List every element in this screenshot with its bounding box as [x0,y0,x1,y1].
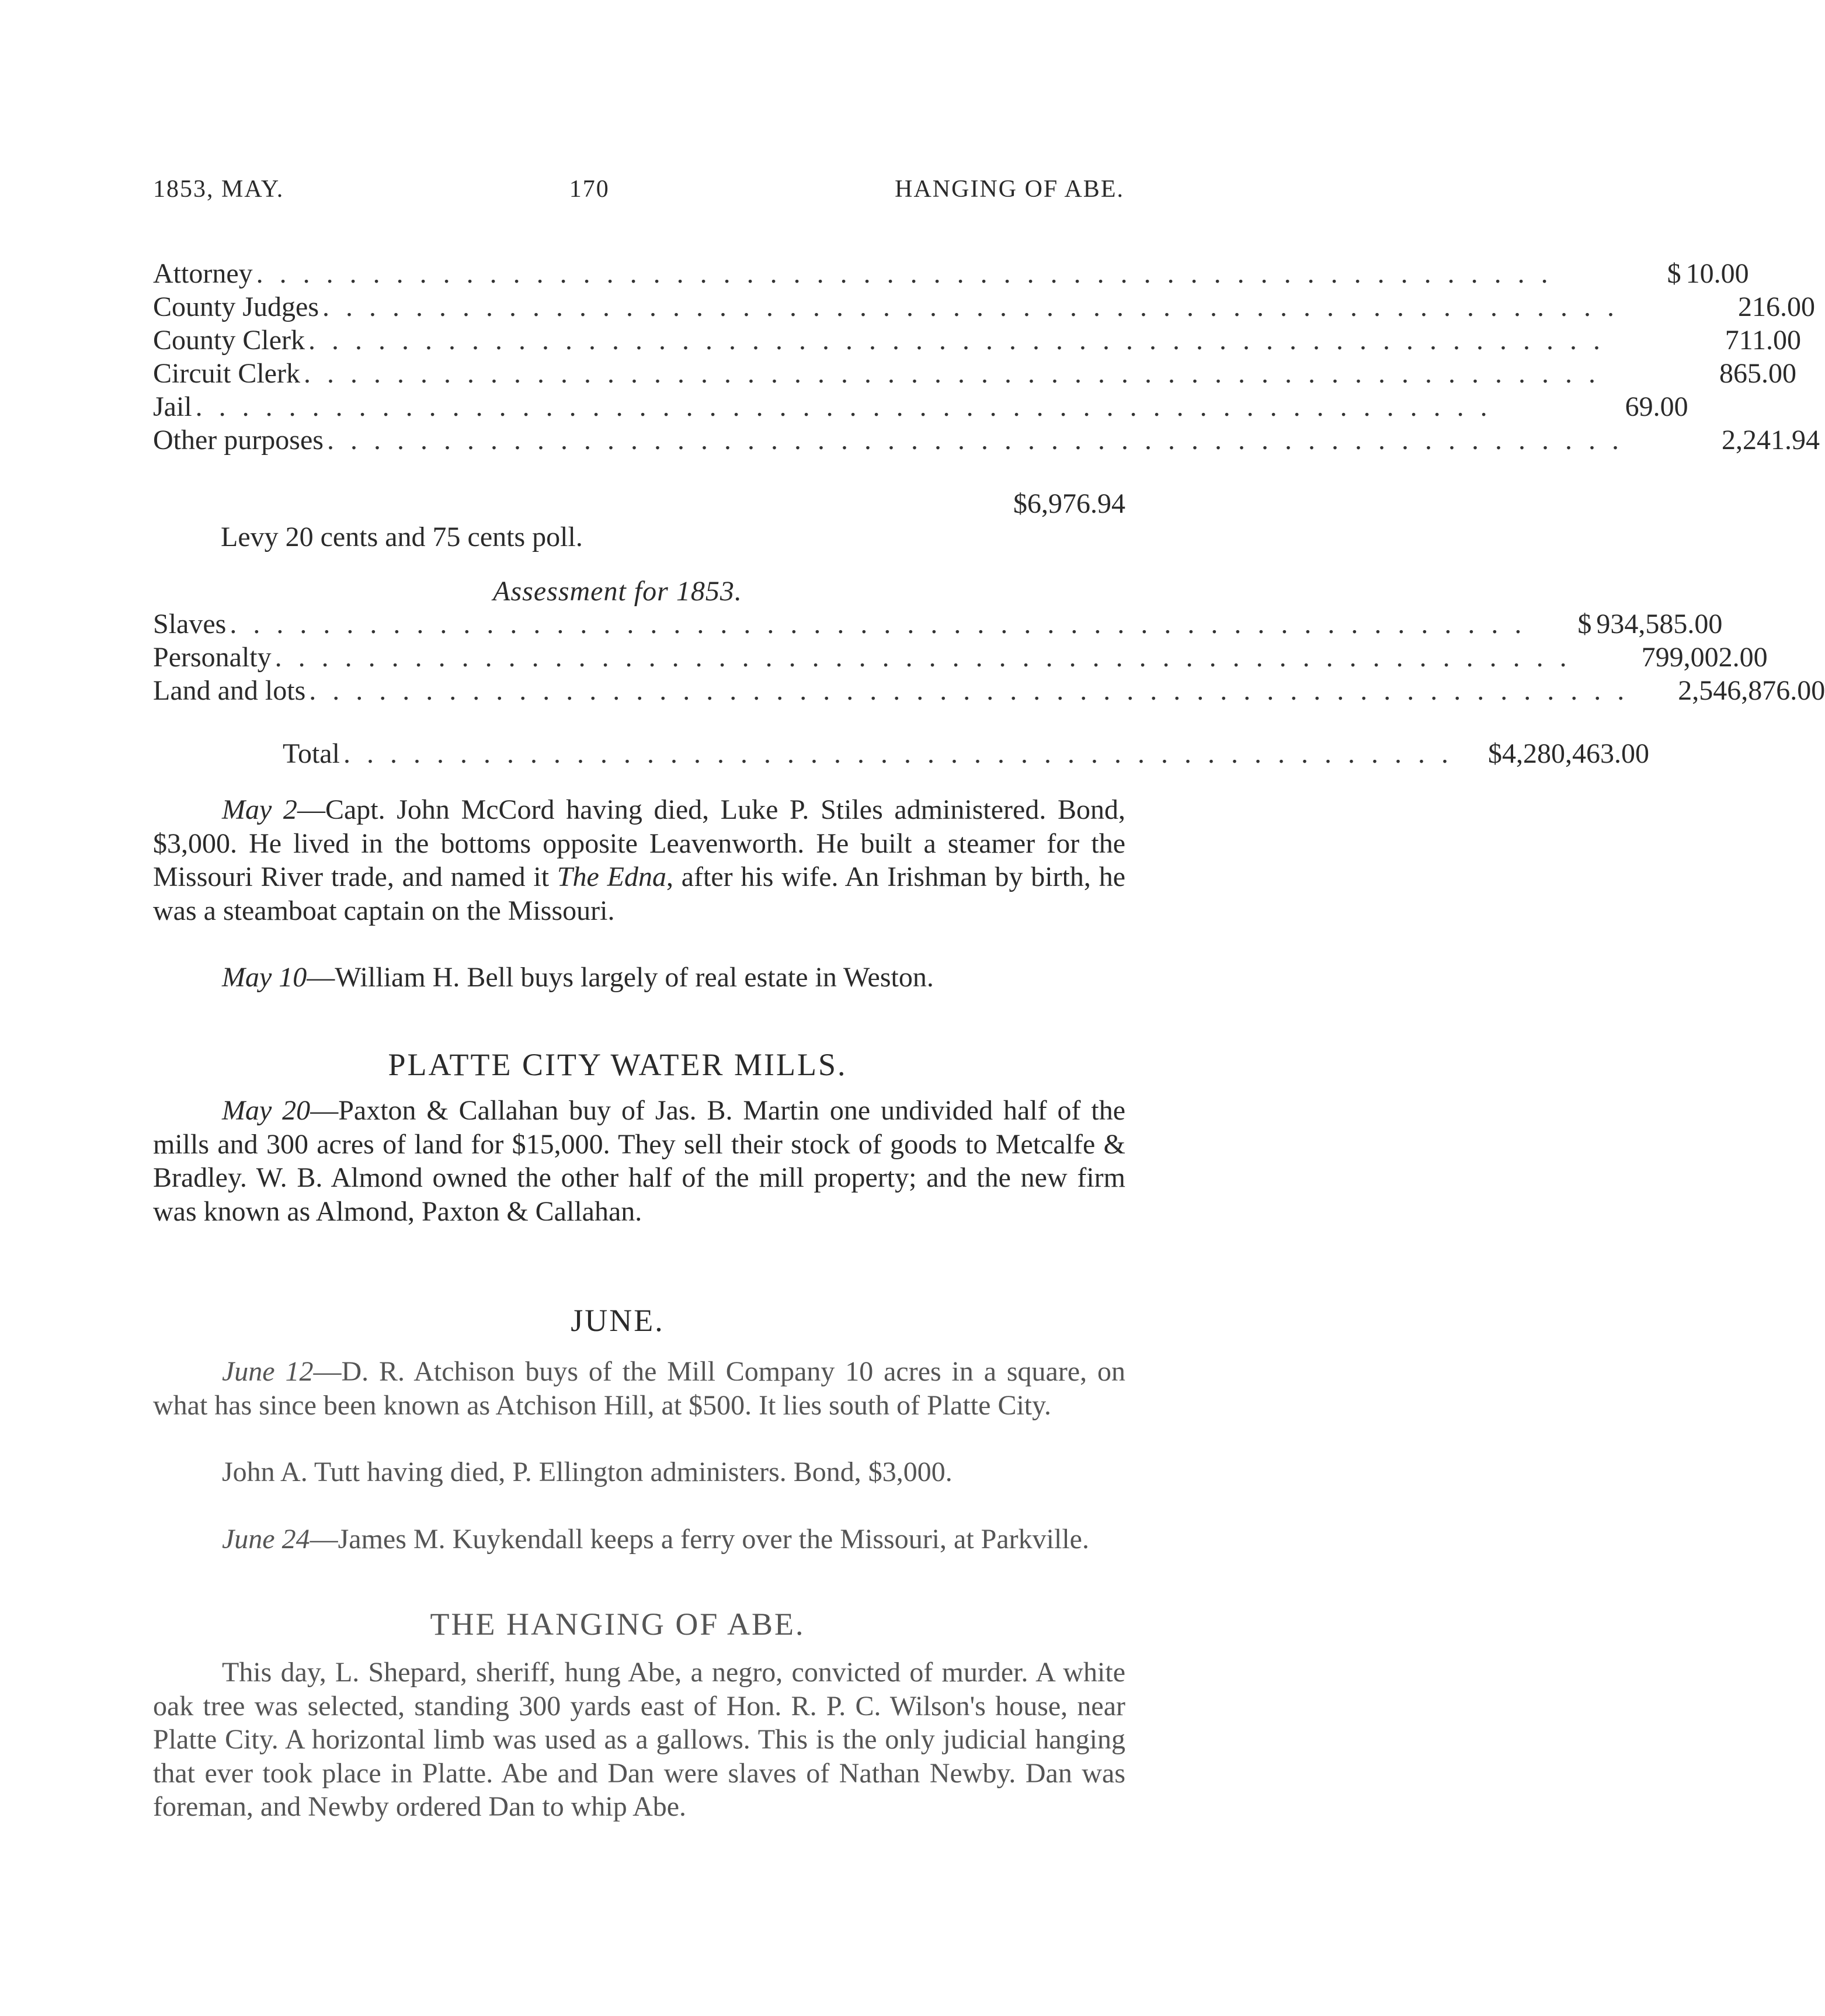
leader-dots: . . . . . . . . . . . . . . . . . . . . . . . . . . . . . . . . . . . . . . . . . . . . . . . . . . . . . . . . [322,291,1619,322]
entry-june-24: June 24—James M. Kuykendall keeps a ferry over the Missouri, at Parkville. [222,1524,1089,1555]
header-date: 1853, MAY. [153,176,284,203]
entry-may-20: May 20—Paxton & Callahan buy of Jas. B. Martin one undivided half of the mills and 300 acres of land for $15,000. They sell their stock of goods to Metcalfe & Bradley. W. B. Almond owned the other half of the mill property; and the new firm was known as Almond, Paxton & Callahan. [153,1095,1125,1227]
entry-date: May 10 [222,962,307,993]
leader-dots: . . . . . . . . . . . . . . . . . . . . . . . . . . . . . . . . . . . . . . . . . . . . . . . . . . . . . . . . [274,642,1572,673]
ledger-label: County Judges [153,291,319,322]
ledger-label: Personalty [153,642,272,673]
ledger-row [153,357,1796,390]
ledger-amount: 69.00 [1625,391,1688,422]
entry-date: June 24 [222,1524,310,1555]
ledger-amount: 799,002.00 [1641,642,1768,673]
ledger-amount: 216.00 [1738,291,1816,322]
ledger-amount: $ 10.00 [1667,258,1749,289]
ledger-row [153,423,1820,457]
section-title-june: JUNE. [571,1303,665,1338]
ledger-row [153,390,1688,423]
leader-dots: . . . . . . . . . . . . . . . . . . . . . . . . . . . . . . . . . . . . . . . . . . . . . . . . . . . . . . . . [230,609,1527,639]
ledger-row [153,257,1749,290]
entry-date: May 2 [222,794,297,825]
ledger-label: Total [283,738,340,769]
entry-tutt: John A. Tutt having died, P. Ellington administers. Bond, $3,000. [222,1457,953,1487]
assessment-heading: Assessment for 1853. [493,576,742,607]
entry-date: June 12 [222,1356,314,1387]
leader-dots: . . . . . . . . . . . . . . . . . . . . . . . . . . . . . . . . . . . . . . . . . . . . . . . . . . . . . . . . [303,358,1600,389]
ledger-row [153,641,1768,674]
leader-dots: . . . . . . . . . . . . . . . . . . . . . . . . . . . . . . . . . . . . . . . . . . . . . . . . . . . . . . . . [326,425,1624,456]
entry-may-10: May 10—William H. Bell buys largely of real estate in Weston. [222,962,934,993]
leader-dots: . . . . . . . . . . . . . . . . . . . . . . . . . . . . . . . . . . . . . . . . . . . . . . . . . . . . . . . . [195,391,1492,422]
ledger-label: Circuit Clerk [153,358,300,389]
leader-dots: . . . . . . . . . . . . . . . . . . . . . . . . . . . . . . . . . . . . . . . . . . . . . . . . [343,738,1453,769]
entry-may-2: May 2—Capt. John McCord having died, Luke P. Stiles administered. Bond, $3,000. He lived in the bottoms opposite Leavenworth. He built a steamer for the Missouri River trade, and named it The Edna, after his wife. An Irishman by birth, he was a steamboat captain on the Missouri. [153,794,1126,926]
section-title-water-mills: PLATTE CITY WATER MILLS. [388,1047,847,1082]
ledger-row [283,737,1649,770]
ledger-row [153,324,1801,357]
ledger-amount: 711.00 [1725,325,1801,356]
levy-note: Levy 20 cents and 75 cents poll. [221,522,583,552]
entry-date: May 20 [222,1095,311,1126]
ledger-label: Other purposes [153,425,324,456]
section-title-hanging: THE HANGING OF ABE. [430,1607,805,1642]
ledger-amount: $4,280,463.00 [1487,738,1649,769]
ledger-amount: $ 934,585.00 [1577,609,1723,639]
ledger-row [153,674,1825,707]
header-title: HANGING OF ABE. [895,176,1124,203]
ledger-label: Slaves [153,609,227,639]
ledger-row [153,290,1816,324]
running-header [153,175,1124,203]
expenses-ledger [153,257,1820,457]
ledger-row [153,607,1723,641]
leader-dots: . . . . . . . . . . . . . . . . . . . . . . . . . . . . . . . . . . . . . . . . . . . . . . . . . . . . . . . . . [309,675,1629,706]
ledger-label: Land and lots [153,675,306,706]
entry-june-12: June 12—D. R. Atchison buys of the Mill Company 10 acres in a square, on what has since been known as Atchison Hill, at $500. It lies south of Platte City. [153,1356,1126,1421]
ledger-amount: 865.00 [1719,358,1796,389]
assessment-ledger [153,607,1825,707]
ledger-amount: 2,546,876.00 [1678,675,1825,706]
ledger-label: Attorney [153,258,253,289]
steamer-name: The Edna [557,861,666,892]
assessment-total-row [283,737,1649,770]
ledger-label: Jail [153,391,192,422]
entry-hanging: This day, L. Shepard, sheriff, hung Abe, a negro, convicted of murder. A white oak tree was selected, standing 300 yards east of Hon. R. P. C. Wilson's house, near Platte City. A horizontal limb was used as a gallows. This is the only judicial hanging that ever took place in Platte. Abe and Dan were slaves of Nathan Newby. Dan was foreman, and Newby ordered Dan to whip Abe. [153,1657,1125,1822]
ledger-amount: 2,241.94 [1721,425,1820,456]
ledger-label: County Clerk [153,325,305,356]
leader-dots: . . . . . . . . . . . . . . . . . . . . . . . . . . . . . . . . . . . . . . . . . . . . . . . . . . . . . . . . [308,325,1605,356]
expenses-total: $6,976.94 [1013,488,1125,519]
leader-dots: . . . . . . . . . . . . . . . . . . . . . . . . . . . . . . . . . . . . . . . . . . . . . . . . . . . . . . . . [256,258,1553,289]
page-number: 170 [569,176,610,203]
